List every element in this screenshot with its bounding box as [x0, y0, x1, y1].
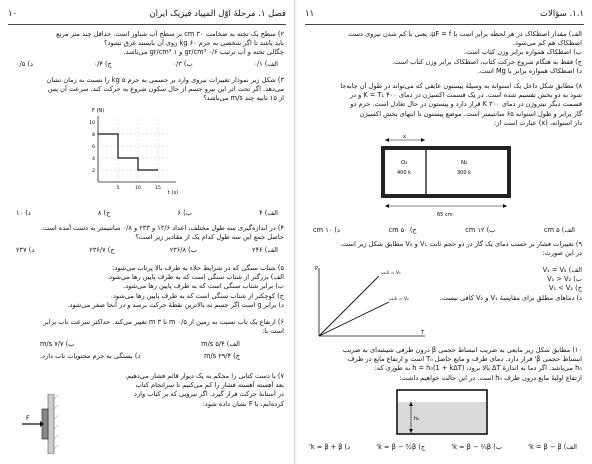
option-b[interactable]: ب) ۶ — [177, 209, 192, 217]
question-8 — [340, 82, 582, 128]
option-a[interactable]: الف) ۵/۴ m/s — [201, 340, 240, 348]
option-c[interactable]: ج) ۸ — [97, 209, 111, 217]
container-figure — [387, 384, 497, 440]
option-c[interactable]: ج) ۰/۴ — [93, 60, 112, 68]
option-c[interactable]: ج) ۲۳۶/۷ — [89, 246, 115, 254]
y-tick: 4 — [92, 157, 95, 162]
question-3 — [47, 76, 284, 104]
question-line: شود به دو بخش تقسیم شده است. در یک قسمت اکسیژن در دمای ۴۰۰ K = T₁ و در — [349, 91, 582, 100]
right-page-title: ۱.۱. سؤالات — [540, 9, 584, 19]
question-9-options — [440, 266, 582, 303]
graph-x-label: T — [421, 330, 425, 336]
option-a[interactable]: الف) ۰/۱ — [253, 60, 278, 68]
gas1-label: O₂ — [401, 160, 408, 166]
line-v2-label: ثابت = V₂ — [389, 297, 409, 302]
x-label: x — [403, 134, 406, 140]
question-8-options — [313, 226, 575, 234]
question-line: می‌دهد. اگر تحت اثر این نیرو جسم از حال سکون شروع به حرکت کند، سرعت آن پس — [47, 85, 284, 94]
right-page-number: ۱۱ — [305, 9, 315, 19]
option-c[interactable]: ج) ۲۹/۴ m/s — [204, 352, 240, 360]
force-curve — [98, 134, 158, 170]
graph-x-label: t (s) — [168, 190, 179, 196]
option-d[interactable]: د) k ≈ β + β' — [309, 443, 351, 451]
question-line: ۱۰) مطابق شکل زیر مایعی به ضریب انبساط حجمی β درون ظرفی شیشه‌ای به ضریب — [342, 346, 582, 354]
pressure-temperature-graph — [309, 262, 429, 344]
question-7 — [125, 372, 284, 409]
question-6 — [43, 318, 284, 336]
question-line: ۹) تغییرات فشار بر حسب دمای یک گاز در دو حجم ثابت V₁ و V₂ مطابق شکل زیر است. — [339, 240, 582, 248]
question-10-options — [309, 443, 577, 451]
header-rule — [305, 24, 584, 25]
question-line: ۲) سطح یک تخته به ضخامت ۳۰ cm بر سطح آب شناور است. حداقل چند متر مربع — [56, 30, 284, 38]
option-c[interactable]: ج) V₁ < V₂ — [549, 284, 582, 293]
option-a[interactable]: الف) بزرگتر از شتاب سنگی است که به طرف پایین رها می‌شود. — [106, 273, 284, 282]
temp1-label: 400 k — [397, 170, 412, 176]
question-5 — [67, 264, 284, 310]
question-line: ۵) شتاب سنگی که در شرایط خلاء به طرف بالا پرتاب می‌شود: — [112, 264, 284, 272]
line-v2 — [319, 302, 389, 336]
option-d[interactable]: د) ۱۰ — [16, 209, 31, 217]
question-9 — [340, 240, 582, 258]
question-line: چگالی تخته و آب ترتیب ۰/۶ gr/cm³ و ۱ gr/cm³ می‌باشد. — [123, 48, 284, 57]
option-d[interactable]: د) بستگی به جرم محتویات تاب دارد. — [40, 352, 141, 360]
y-tick: 8 — [92, 133, 95, 138]
x-tick: 10 — [135, 186, 141, 191]
graph-y-label: P — [315, 266, 319, 272]
option-b[interactable]: ب) k ≈ β − ²⁄₃β' — [451, 443, 503, 451]
line-v1-label: ثابت = V₁ — [381, 271, 401, 276]
question-3-options — [16, 209, 278, 217]
y-tick: 2 — [92, 169, 95, 174]
option-b[interactable]: ب) V₁ > V₂ — [547, 275, 582, 284]
option-d[interactable]: د) برابر g است اگر جسم به بالاترین نقطهٔ حرکت برسد و در آنجا صفر می‌شود. — [67, 300, 284, 309]
question-line: ۴) در اندازه‌گیری سه طول مختلف، اعداد ۱۳/۶ و ۲۳۳ و ۰/۸ سانتیمتر به دست آمده است. — [40, 224, 284, 232]
y-tick: 6 — [92, 145, 95, 150]
option-b[interactable]: ب) اصطکاک همواره برابر وزن کتاب است. — [463, 48, 582, 57]
piston — [425, 150, 427, 194]
left-page-title: فصل ۱. مرحلهٔ اوّل المپیاد فیزیک ایران — [149, 9, 286, 19]
question-2-options — [16, 60, 278, 68]
question-6-options-row2 — [40, 352, 240, 360]
question-line: دار استوانه، (x) عبارت است از: — [494, 118, 582, 127]
question-line: گاز برابر و طول استوانه ۶۵ سانتیمتر است. موضع پیستون تا انتهای بخش اکسیژن — [359, 109, 582, 118]
question-line: ۷) با دست کتابی را محکم به یک دیوار قائم فشار می‌دهیم. — [124, 372, 284, 380]
wall — [48, 394, 54, 454]
option-c[interactable]: ج) ۵۰ cm — [388, 226, 417, 234]
option-b[interactable]: ب) ۷/۷ m/s — [40, 340, 75, 348]
option-a[interactable]: الف) ۲۴۶ — [252, 246, 278, 254]
question-line: باید باشد تا اگر شخصی به جرم ۶۰ kg روی آن بایستد غرق نشود؟ — [104, 39, 284, 48]
question-line: در این صورت: — [542, 249, 582, 258]
header-rule — [8, 24, 286, 25]
line-v1 — [319, 276, 379, 336]
option-a[interactable]: الف) V₁ = V₂ — [542, 266, 582, 274]
height-label: h₀ — [414, 416, 420, 422]
book-wall-figure — [20, 394, 60, 454]
length-label: 65 cm — [437, 212, 453, 218]
question-10 — [343, 346, 582, 383]
question-line: ۸) مطابق شکل داخل یک استوانه به وسیلهٔ پیستون عایقی که می‌تواند در طول آن جابه‌جا — [340, 82, 582, 90]
question-line: ۶) ارتفاع یک تاب نسبت به زمین از ۰/۵ m تا ۳ m تغییر می‌کند. حداکثر سرعت تاب برابر — [43, 318, 284, 326]
right-page — [297, 0, 592, 464]
question-6-options-row1 — [40, 340, 240, 348]
option-d[interactable]: د) اصطکاک همواره برابر با Mg است. — [477, 66, 582, 75]
question-line: است با: — [262, 327, 284, 336]
left-page-header — [8, 6, 286, 22]
graph-y-label: F (N) — [92, 108, 105, 114]
option-a[interactable]: الف) ۴ — [259, 209, 278, 217]
option-c[interactable]: ج) کوچکتر از شتاب سنگی است که به طرف پایین رها می‌شود. — [110, 291, 284, 300]
question-4-options — [16, 246, 278, 254]
option-d[interactable]: د) ۱۰ cm — [313, 226, 340, 234]
option-d[interactable]: د) ۰/۵ — [16, 60, 33, 68]
option-b[interactable]: ب) ۱۲ cm — [465, 226, 496, 234]
temp2-label: 300 k — [457, 170, 472, 176]
option-a[interactable]: الف) ۵ cm — [543, 226, 575, 234]
x-tick: 15 — [155, 186, 161, 191]
question-4 — [41, 224, 284, 242]
cylinder-figure — [357, 132, 537, 220]
question-line: بعد آهسته آهسته فشار را کم می‌کنیم تا سرانجام کتاب — [135, 381, 284, 390]
force-time-graph — [80, 104, 190, 204]
question-line: در آستانهٔ حرکت قرار گیرد. اگر نیرویی که بر کتاب وارد — [134, 390, 284, 399]
y-tick: 10 — [89, 121, 95, 126]
question-7-options — [348, 30, 582, 76]
question-line: انبساط حجمی β' قرار دارد. دمای ظرف و مایع حاصل T₀ است و ارتفاع مایع در ظرف — [347, 355, 582, 364]
question-2 — [56, 30, 284, 58]
force-label: F — [26, 415, 30, 422]
question-line: ۳) شکل زیر نمودار تغییرات نیروی وارد بر جسمی به جرم ۵ kg را نسبت به زمان نشان — [46, 76, 284, 84]
option-c[interactable]: ج) k ≈ β − ³⁄₂β' — [376, 443, 426, 451]
gas2-label: N₂ — [461, 160, 468, 166]
option-d[interactable]: د) ۲۳۷ — [16, 246, 35, 254]
option-a[interactable]: الف) k = β − β' — [528, 443, 577, 451]
question-line: h₀ می‌باشد. اگر دما به اندازهٔ ΔT بالا برود، h = h₀(1 + kΔT) به طوری که: — [374, 364, 582, 373]
question-line: قسمت دیگر نیتروژن در دمای ۳۰۰ K قرار دارد و پیستون در حال تعادل است. جرم دو — [350, 100, 582, 109]
x-tick: 5 — [116, 186, 120, 191]
option-b[interactable]: ب) برابر شتاب سنگی است که به طرف پایین رها می‌شود. — [123, 282, 284, 291]
option-d[interactable]: د) دماهای مطلق برای مقایسهٔ V₁ و V₂ کافی نیست. — [439, 293, 582, 302]
question-line: از ۱۵ ثانیه چند m/s می‌باشد؟ — [203, 94, 284, 103]
left-page — [0, 0, 295, 464]
question-line: ارتفاع اولیهٔ مایع درون ظرف h₀ است. در این حالت خواهیم داشت: — [399, 373, 582, 382]
option-a[interactable]: الف) مقدار اصطکاک در هر لحظه برابر است با μF = f، یعنی با کم شدن نیروی دست — [348, 30, 582, 38]
question-line: حاصل جمع این سه طول کدام یک از مقادیر زیر است؟ — [135, 233, 284, 242]
question-line: کرده‌ایم، با F نشان داده شود: — [202, 399, 284, 408]
left-page-number: ۱۰ — [8, 9, 18, 19]
option-b[interactable]: ب) ۲۳۶/۸ — [169, 246, 197, 254]
option-c[interactable]: ج) فقط به هنگام شروع حرکت کتاب، اصطکاک برابر وزن کتاب است. — [392, 57, 582, 66]
option-b[interactable]: ب) ۰/۳ — [172, 60, 193, 68]
right-page-header — [305, 6, 584, 22]
option-a-continued: اصطکاک هم کم می‌شود. — [512, 39, 582, 48]
